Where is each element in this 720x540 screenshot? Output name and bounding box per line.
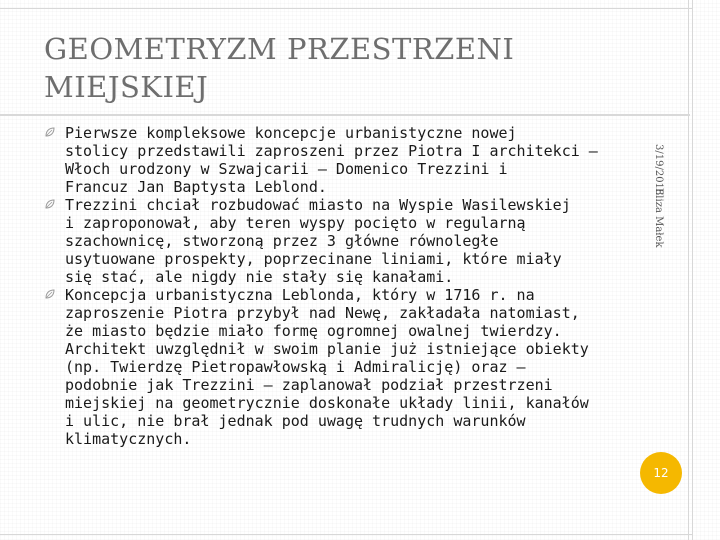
title-divider: [0, 114, 690, 116]
slide-title: [44, 30, 664, 106]
bullet-line: miejskiej na geometrycznie doskonałe układy linii, kanałów: [65, 394, 589, 412]
bullet-line: usytuowane prospekty, poprzecinane liniami, które miały: [65, 250, 562, 268]
bullet-line: Architekt uwzględnił w swoim planie już istniejące obiekty: [65, 340, 589, 358]
bullet-item: [44, 286, 624, 448]
slide-author: Eliza Małek: [653, 188, 664, 248]
slide-title-line: GEOMETRYZM PRZESTRZENI: [44, 32, 515, 66]
slide-title-line: MIEJSKIEJ: [44, 70, 209, 104]
bullet-line: podobnie jak Trezzini – zaplanował podział przestrzeni: [65, 376, 553, 394]
bullet-item: [44, 196, 624, 286]
slide-date: 3/19/2018: [653, 144, 664, 196]
bullet-list: [44, 124, 624, 448]
bullet-line: i ulic, nie brał jednak pod uwagę trudnych warunków: [65, 412, 526, 430]
bullet-line: szachownicę, stworzoną przez 3 główne równoległe: [65, 232, 499, 250]
bullet-line: Trezzini chciał rozbudować miasto na Wyspie Wasilewskiej: [65, 196, 571, 214]
bullet-line: zaproszenie Piotra przybył nad Newę, zakładała natomiast,: [65, 304, 580, 322]
frame-line-bottom: [0, 534, 692, 535]
page-number-badge: [640, 452, 682, 494]
bullet-line: i zaproponował, aby teren wyspy pocięto w regularną: [65, 214, 526, 232]
leaf-bullet-icon: [44, 198, 56, 210]
page-number: 12: [653, 466, 669, 480]
bullet-line: Włoch urodzony w Szwajcarii – Domenico Trezzini i: [65, 160, 508, 178]
bullet-line: Francuz Jan Baptysta Leblond.: [65, 178, 327, 196]
leaf-bullet-icon: [44, 288, 56, 300]
frame-line-right: [692, 0, 693, 540]
bullet-line: się stać, ale nigdy nie stały się kanałami.: [65, 268, 454, 286]
bullet-line: stolicy przedstawili zaproszeni przez Piotra I architekci –: [65, 142, 598, 160]
bullet-line: Koncepcja urbanistyczna Leblonda, który w 1716 r. na: [65, 286, 535, 304]
bullet-item: [44, 124, 624, 196]
bullet-line: (np. Twierdzę Pietropawłowską i Admiralicję) oraz –: [65, 358, 526, 376]
leaf-bullet-icon: [44, 126, 56, 138]
bullet-line: że miasto będzie miało formę ogromnej owalnej twierdzy.: [65, 322, 562, 340]
frame-line-right-inner: [688, 0, 689, 540]
bullet-line: Pierwsze kompleksowe koncepcje urbanistyczne nowej: [65, 124, 517, 142]
bullet-line: klimatycznych.: [65, 430, 192, 448]
frame-line-top: [0, 8, 692, 9]
